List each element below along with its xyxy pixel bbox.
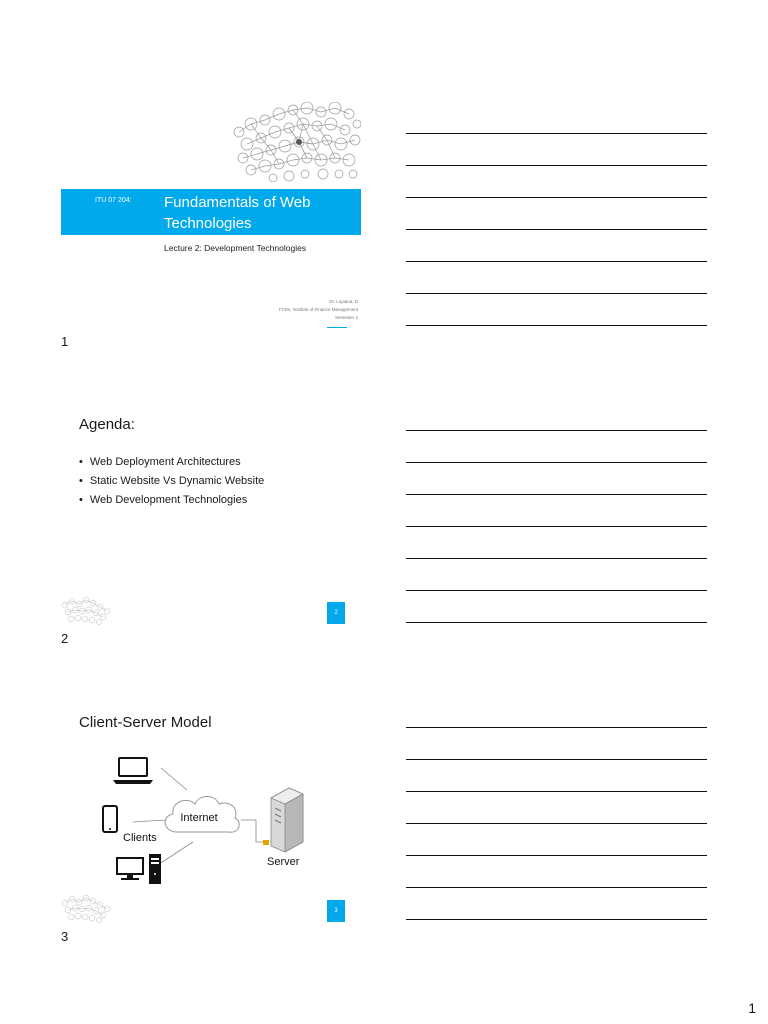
course-title: Fundamentals of Web Technologies xyxy=(164,194,311,232)
slide-title: Client-Server Model xyxy=(79,714,212,731)
author-name: Dr. Lupiana, D xyxy=(329,299,358,304)
network-graphic xyxy=(61,893,111,923)
network-graphic xyxy=(229,102,361,182)
note-line xyxy=(406,261,707,262)
note-line xyxy=(406,622,707,623)
author-block xyxy=(279,298,358,322)
slide-2-thumbnail xyxy=(61,400,361,625)
desktop-icon xyxy=(117,854,161,884)
note-line xyxy=(406,855,707,856)
note-line xyxy=(406,165,707,166)
note-line xyxy=(406,197,707,198)
note-line xyxy=(406,462,707,463)
slide-title: Agenda: xyxy=(79,416,135,433)
lecture-subtitle: Lecture 2: Development Technologies xyxy=(164,243,307,253)
note-line xyxy=(406,887,707,888)
author-underline xyxy=(327,327,347,328)
slide-3-thumbnail xyxy=(61,698,361,923)
note-line xyxy=(406,229,707,230)
list-item: • Static Website Vs Dynamic Website xyxy=(79,472,264,491)
slide-number: 1 xyxy=(61,334,69,349)
note-line xyxy=(406,919,707,920)
note-line xyxy=(406,590,707,591)
list-item: • Web Development Technologies xyxy=(79,491,264,510)
course-code: ITU 07 204: xyxy=(95,197,132,204)
note-line xyxy=(406,791,707,792)
slide-number: 2 xyxy=(61,631,69,646)
note-line xyxy=(406,558,707,559)
note-line xyxy=(406,823,707,824)
note-line xyxy=(406,727,707,728)
cloud-label: Internet xyxy=(180,812,218,824)
page-number: 1 xyxy=(748,1000,756,1016)
note-line xyxy=(406,526,707,527)
note-line xyxy=(406,494,707,495)
slide-number: 3 xyxy=(61,929,69,944)
client-server-diagram xyxy=(81,750,341,895)
slide-nav-marker: 3 xyxy=(327,900,345,922)
server-label: Server xyxy=(267,856,300,868)
phone-icon xyxy=(103,806,117,832)
note-line xyxy=(406,325,707,326)
list-item: • Web Deployment Architectures xyxy=(79,453,264,472)
clients-label: Clients xyxy=(123,832,157,844)
author-affiliation: FCIM, Institute of Finance Management xyxy=(278,307,358,312)
server-icon xyxy=(263,788,303,852)
network-graphic xyxy=(61,595,111,625)
note-line xyxy=(406,293,707,294)
note-line xyxy=(406,133,707,134)
note-line xyxy=(406,759,707,760)
author-semester: Semester 2 xyxy=(334,315,358,320)
slide-1-thumbnail xyxy=(61,102,361,327)
agenda-list xyxy=(79,453,264,510)
note-line xyxy=(406,430,707,431)
laptop-icon xyxy=(113,758,153,784)
slide-nav-marker: 2 xyxy=(327,602,345,624)
